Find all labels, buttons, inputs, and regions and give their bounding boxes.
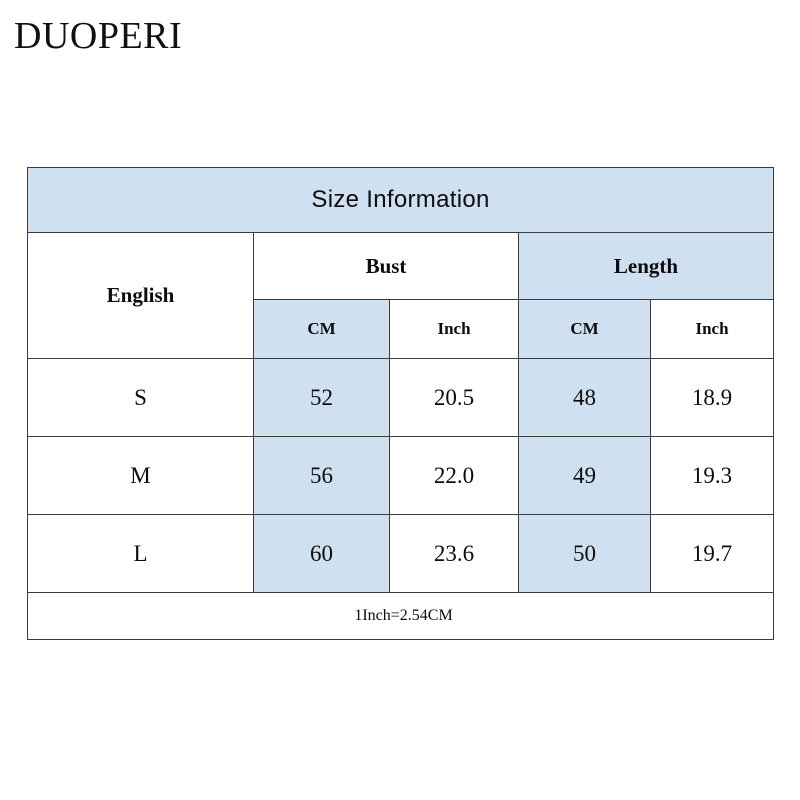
cell-length-cm: 48 bbox=[519, 359, 651, 437]
cell-size: M bbox=[28, 437, 254, 515]
cell-bust-inch: 22.0 bbox=[390, 437, 519, 515]
cell-length-inch: 19.7 bbox=[651, 515, 774, 593]
subheader-bust-inch: Inch bbox=[390, 300, 519, 359]
table-row-header bbox=[28, 233, 774, 300]
subheader-length-inch: Inch bbox=[651, 300, 774, 359]
header-length: Length bbox=[519, 233, 774, 300]
brand-logo: DUOPERI bbox=[14, 15, 183, 57]
table-row bbox=[28, 515, 774, 593]
cell-length-inch: 19.3 bbox=[651, 437, 774, 515]
cell-length-cm: 49 bbox=[519, 437, 651, 515]
cell-length-inch: 18.9 bbox=[651, 359, 774, 437]
cell-length-cm: 50 bbox=[519, 515, 651, 593]
cell-size: S bbox=[28, 359, 254, 437]
cell-bust-inch: 23.6 bbox=[390, 515, 519, 593]
table-row bbox=[28, 437, 774, 515]
subheader-length-cm: CM bbox=[519, 300, 651, 359]
header-bust: Bust bbox=[254, 233, 519, 300]
header-english: English bbox=[28, 233, 254, 359]
table-row-note bbox=[28, 593, 774, 640]
cell-bust-cm: 60 bbox=[254, 515, 390, 593]
table-row bbox=[28, 359, 774, 437]
conversion-note: 1Inch=2.54CM bbox=[28, 593, 774, 640]
cell-bust-cm: 56 bbox=[254, 437, 390, 515]
table-title: Size Information bbox=[28, 168, 774, 233]
table-row-title bbox=[28, 168, 774, 233]
cell-bust-inch: 20.5 bbox=[390, 359, 519, 437]
cell-bust-cm: 52 bbox=[254, 359, 390, 437]
cell-size: L bbox=[28, 515, 254, 593]
subheader-bust-cm: CM bbox=[254, 300, 390, 359]
size-information-table-wrapper bbox=[27, 167, 773, 640]
size-information-table bbox=[27, 167, 774, 640]
